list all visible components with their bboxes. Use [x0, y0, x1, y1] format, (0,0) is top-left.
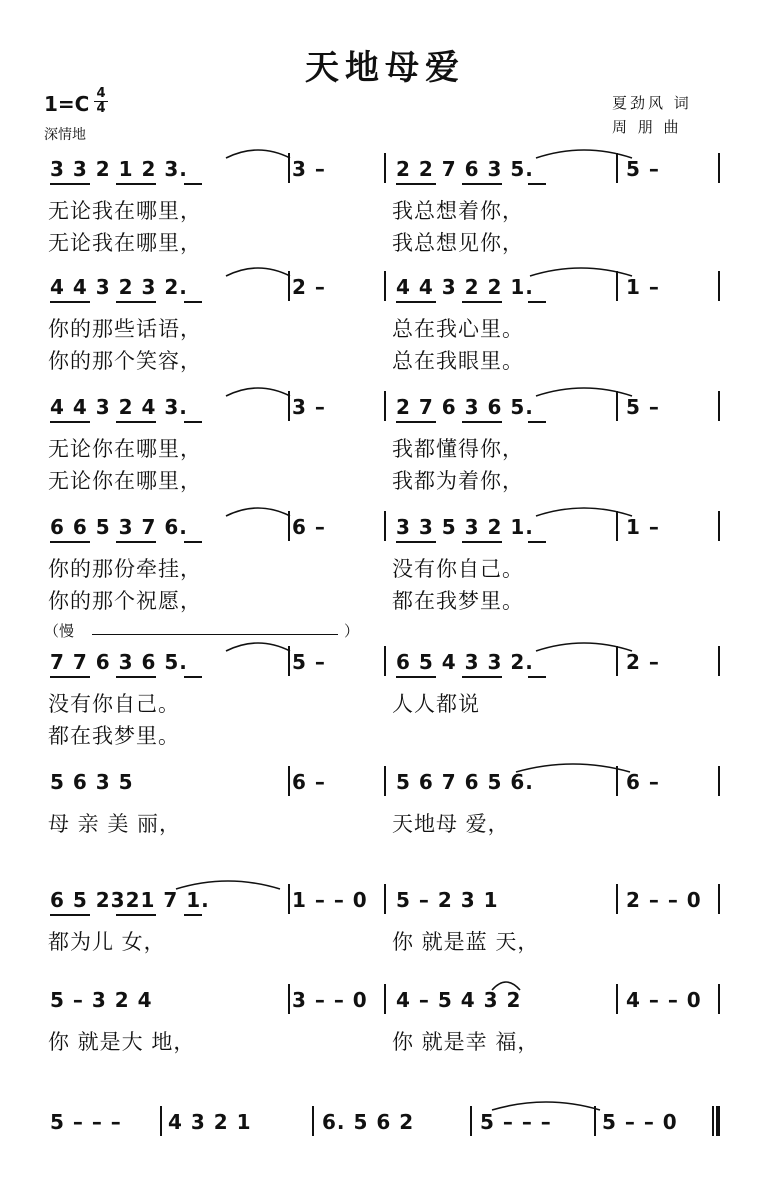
lyric-line: 人人都说: [392, 692, 480, 716]
lyric-line-verse2: 总在我眼里。: [392, 349, 524, 373]
lyric-line: 你 就是蓝 天，: [392, 930, 540, 954]
slur-arc: [536, 388, 632, 396]
lyric-line-verse2: 无论你在哪里，: [48, 469, 202, 493]
note-group: 7 7 6 3 6 5.: [50, 650, 188, 674]
note-group: 6 6 5 3 7 6.: [50, 515, 188, 539]
slur-arc: [176, 881, 280, 889]
lyric-line: 我总想着你，: [392, 199, 524, 223]
lyric-line-verse2: 都在我梦里。: [392, 589, 524, 613]
note-group: 1 – – 0: [292, 888, 368, 912]
lyric-line: 天地母 爱，: [392, 812, 510, 836]
note-group: 1 –: [626, 515, 660, 539]
note-group: 5 – 3 2 4: [50, 988, 153, 1012]
note-group: 5 – – 0: [602, 1110, 678, 1134]
slur-arc: [492, 1102, 600, 1110]
note-group: 2 2 7 6 3 5.: [396, 157, 534, 181]
song-title: 天地母爱: [305, 48, 465, 88]
note-group: 2 – – 0: [626, 888, 702, 912]
slur-arc: [536, 508, 632, 516]
lyric-line-verse2: 我总想见你，: [392, 231, 524, 255]
slur-arc: [492, 982, 520, 990]
lyric-line: 你 就是幸 福，: [392, 1030, 540, 1054]
note-group: 3 3 5 3 2 1.: [396, 515, 534, 539]
slur-arc: [226, 508, 290, 516]
interlude-label: （慢: [44, 622, 75, 640]
slur-arc: [516, 764, 630, 772]
lyric-line: 你的那份牵挂，: [48, 557, 202, 581]
note-group: 4 – 5 4 3 2: [396, 988, 522, 1012]
note-group: 5 6 7 6 5 6.: [396, 770, 534, 794]
lyric-line: 总在我心里。: [392, 317, 524, 341]
lyric-line: 无论你在哪里，: [48, 437, 202, 461]
meter-top: 4: [96, 86, 106, 101]
note-group: 5 – – –: [50, 1110, 122, 1134]
slur-arc: [226, 268, 290, 276]
lyric-line-verse2: 你的那个祝愿，: [48, 589, 202, 613]
note-group: 4 4 3 2 2 1.: [396, 275, 534, 299]
note-group: 6 –: [626, 770, 660, 794]
note-group: 4 4 3 2 3 2.: [50, 275, 188, 299]
note-group: 2 7 6 3 6 5.: [396, 395, 534, 419]
meter-bottom: 4: [96, 101, 106, 116]
note-group: 5 6 3 5: [50, 770, 134, 794]
slur-arc: [226, 643, 290, 651]
note-group: 3 –: [292, 395, 326, 419]
lyric-line: 你 就是大 地，: [48, 1030, 196, 1054]
lyric-line-verse2: 我都为着你，: [392, 469, 524, 493]
lyric-line-verse2: 都在我梦里。: [48, 724, 180, 748]
slur-arc: [536, 643, 632, 651]
lyric-line: 都为儿 女，: [48, 930, 166, 954]
lyric-line: 我都懂得你，: [392, 437, 524, 461]
note-group: 2 –: [626, 650, 660, 674]
lyric-line: 母 亲 美 丽，: [48, 812, 182, 836]
note-group: 6. 5 6 2: [322, 1110, 415, 1134]
note-group: 3 – – 0: [292, 988, 368, 1012]
note-group: 6 5 2321 7 1.: [50, 888, 210, 912]
note-group: 4 4 3 2 4 3.: [50, 395, 188, 419]
composer-credit: 周 朋 曲: [612, 118, 682, 136]
note-group: 6 5 4 3 3 2.: [396, 650, 534, 674]
note-group: 5 – 2 3 1: [396, 888, 499, 912]
note-group: 6 –: [292, 515, 326, 539]
note-group: 3 –: [292, 157, 326, 181]
lyric-line: 你的那些话语，: [48, 317, 202, 341]
slur-arc: [226, 150, 290, 158]
note-group: 5 –: [626, 157, 660, 181]
note-group: 5 –: [292, 650, 326, 674]
lyric-line: 没有你自己。: [48, 692, 180, 716]
tempo-marking: 深情地: [44, 127, 86, 143]
note-group: 3 3 2 1 2 3.: [50, 157, 188, 181]
key-signature: 1=C: [44, 92, 90, 116]
note-group: 4 – – 0: [626, 988, 702, 1012]
note-group: 2 –: [292, 275, 326, 299]
slur-arc: [530, 268, 632, 276]
note-group: 4 3 2 1: [168, 1110, 252, 1134]
lyricist-credit: 夏劲风 词: [612, 94, 692, 112]
lyric-line: 无论我在哪里，: [48, 199, 202, 223]
note-group: 6 –: [292, 770, 326, 794]
note-group: 5 – – –: [480, 1110, 552, 1134]
slur-arc: [226, 388, 290, 396]
interlude-close: ）: [344, 622, 360, 640]
lyric-line-verse2: 无论我在哪里，: [48, 231, 202, 255]
slur-arc: [536, 150, 632, 158]
note-group: 5 –: [626, 395, 660, 419]
note-group: 1 –: [626, 275, 660, 299]
lyric-line-verse2: 你的那个笑容，: [48, 349, 202, 373]
lyric-line: 没有你自己。: [392, 557, 524, 581]
